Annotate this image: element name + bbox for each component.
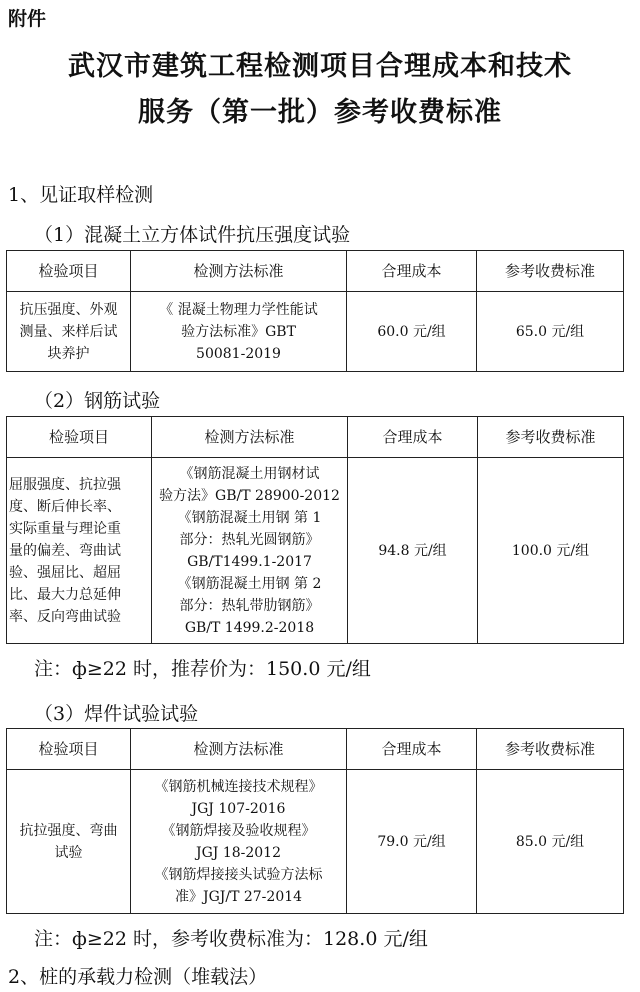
note-rebar: 注：ф≥22 时，推荐价为：150.0 元/组 xyxy=(34,658,371,680)
header-fee: 参考收费标准 xyxy=(478,417,624,458)
cell-cost: 60.0 元/组 xyxy=(347,292,477,372)
table-row xyxy=(7,458,624,644)
document-title-line1: 武汉市建筑工程检测项目合理成本和技术 xyxy=(68,51,572,82)
cell-fee: 65.0 元/组 xyxy=(477,292,624,372)
attachment-label: 附件 xyxy=(8,8,47,30)
header-cost: 合理成本 xyxy=(347,729,477,770)
table-concrete-compression xyxy=(6,250,624,372)
cell-method: 《钢筋机械连接技术规程》 JGJ 107-2016 《钢筋焊接及验收规程》 JGJ 18-2012 《钢筋焊接接头试验方法标 准》JGJ/T 27-2014 xyxy=(131,770,347,914)
header-item: 检验项目 xyxy=(7,251,131,292)
cell-cost: 79.0 元/组 xyxy=(347,770,477,914)
table-row xyxy=(7,292,624,372)
cell-item: 屈服强度、抗拉强 度、断后伸长率、 实际重量与理论重 量的偏差、弯曲试 验、强屈比、超屈 比、最大力总延伸 率、反向弯曲试验 xyxy=(7,458,152,644)
table-header-row xyxy=(7,417,624,458)
cell-cost: 94.8 元/组 xyxy=(348,458,478,644)
document-title-line2: 服务（第一批）参考收费标准 xyxy=(138,97,502,128)
note-welding: 注：ф≥22 时，参考收费标准为：128.0 元/组 xyxy=(34,928,428,950)
header-cost: 合理成本 xyxy=(348,417,478,458)
table-rebar xyxy=(6,416,624,644)
cell-method: 《钢筋混凝土用钢材试 验方法》GB/T 28900-2012 《钢筋混凝土用钢 第 1 部分：热轧光圆钢筋》 GB/T1499.1-2017 《钢筋混凝土用钢 第 2 部分：热轧带肋钢筋》 GB/T 1499.2-2018 xyxy=(152,458,348,644)
header-method: 检测方法标准 xyxy=(131,729,347,770)
sub-3-heading: （3）焊件试验试验 xyxy=(34,703,199,725)
section-2-heading: 2、桩的承载力检测（堆载法） xyxy=(8,966,268,988)
header-fee: 参考收费标准 xyxy=(477,251,624,292)
header-fee: 参考收费标准 xyxy=(477,729,624,770)
cell-method: 《 混凝土物理力学性能试 验方法标准》GBT 50081-2019 xyxy=(131,292,347,372)
cell-fee: 100.0 元/组 xyxy=(478,458,624,644)
cell-fee: 85.0 元/组 xyxy=(477,770,624,914)
header-item: 检验项目 xyxy=(7,417,152,458)
sub-1-heading: （1）混凝土立方体试件抗压强度试验 xyxy=(34,224,351,246)
table-row xyxy=(7,770,624,914)
table-welding xyxy=(6,728,624,914)
header-item: 检验项目 xyxy=(7,729,131,770)
table-header-row xyxy=(7,729,624,770)
header-method: 检测方法标准 xyxy=(152,417,348,458)
header-cost: 合理成本 xyxy=(347,251,477,292)
table-header-row xyxy=(7,251,624,292)
cell-item: 抗拉强度、弯曲 试验 xyxy=(7,770,131,914)
section-1-heading: 1、见证取样检测 xyxy=(8,184,154,206)
sub-2-heading: （2）钢筋试验 xyxy=(34,390,161,412)
cell-item: 抗压强度、外观 测量、来样后试 块养护 xyxy=(7,292,131,372)
header-method: 检测方法标准 xyxy=(131,251,347,292)
